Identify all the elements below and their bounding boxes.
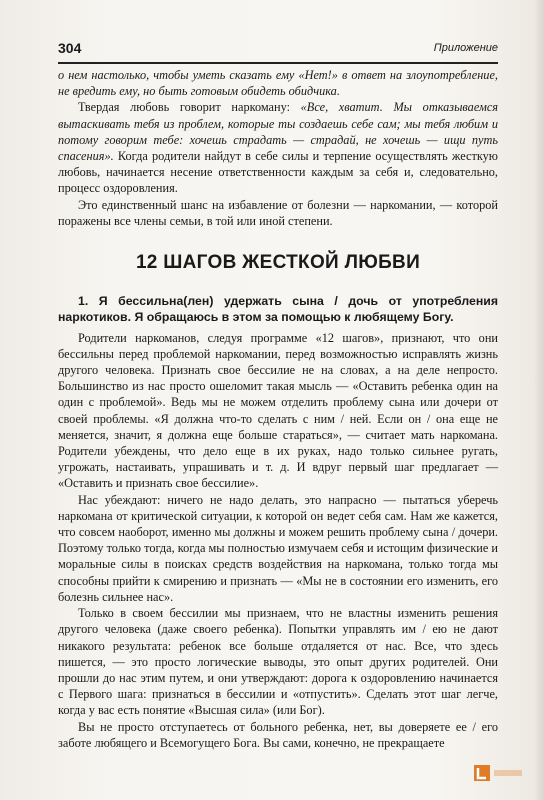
chapter-title: 12 ШАГОВ ЖЕСТКОЙ ЛЮБВИ: [135, 252, 421, 274]
step-1-paragraph-2: Нас убеждают: ничего не надо делать, это напрасно — пытаться уберечь наркомана от критической ситуации, к которой он ведет себя сам. Нам же кажется, что совсем наоборот, именно мы должны и можем решить проблему сына / дочери. Поэтому только тогда, когда мы полностью измучаем себя и истощим физические и моральные силы в поисках средств воздействия на наркомана, только тогда мы способны прийти к смирению и признать — «Мы не в состоянии его изменить, его болезнь сильнее нас».: [58, 492, 498, 604]
intro-paragraph-3: Это единственный шанс на избавление от болезни — наркомании, — которой поражены все члены семьи, в той или иной степени.: [58, 197, 498, 228]
page-number: 304: [58, 40, 82, 56]
page-body: [58, 67, 498, 751]
page-header: [58, 40, 498, 64]
running-head: Приложение: [433, 42, 498, 54]
step-1-paragraph-4: Вы не просто отступаетесь от больного ребенка, нет, вы доверяете ее / его заботе любящего и Всемогущего Бога. Вы сами, конечно, не прекращаете: [58, 719, 498, 750]
step-1-heading: 1. Я бессильна(лен) удержать сына / дочь от употребления наркотиков. Я обращаюсь в этом за помощью к любящему Богу.: [58, 294, 498, 325]
intro-paragraph-2: [58, 99, 498, 196]
page-edge-shadow: [534, 0, 544, 800]
intro-p2-quote: «Все, хватит. Мы отказываемся вытаскивать тебя из проблем, которые ты создаешь себе сам; мы тебя любим и потому говорим тебе: хочешь страдать — страдай, не хочешь — ищи путь спасения».: [58, 100, 498, 164]
labirint-logo-icon: [474, 762, 526, 784]
step-1-paragraph-3: Только в своем бессилии мы признаем, что не властны изменить решения другого человека (даже своего ребенка). Попытки управлять им / ею не дают никакого результата: ребенок все больше отдаляется от нас. Все, что здесь пишется, — это просто логические выводы, это опыт других родителей. Они прошли до нас этим путем, и они утверждают: дорога к оздоровлению начинается с Первого шага: признаться в бессилии и «отпустить». Сделать этот шаг легче, когда у вас есть понятие «Высшая сила» (или Бог).: [58, 606, 498, 718]
intro-p2-tail: Когда родители найдут в себе силы и терпение осуществлять жесткую любовь, начинается несение ответственности каждым за себя и, следовательно, процесс оздоровления.: [58, 149, 498, 196]
intro-paragraph-1: о нем настолько, чтобы уметь сказать ему «Нет!» в ответ на злоупотребление, не вредить ему, но быть готовым обидеть обидчика.: [58, 68, 498, 99]
step-1-paragraph-1: Родители наркоманов, следуя программе «12 шагов», признают, что они бессильны перед проблемой наркомании, перед возможностью исправлять жизнь другого человека. Признать свое бессилие не на словах, а на деле непросто. Большинство из нас просто ошеломит такая мысль — «Оставить ребенка один на один с проблемой». Ведь мы не можем отделить проблему сына или дочери от своей проблемы. «Я должна что-то сделать с ним / ней. Если он / она еще не меняется, значит, я должна еще больше стараться», — считает мать наркомана. Родители убеждены, что дело еще в их руках, надо только сильнее ругать, угрожать, настаивать, упрашивать и т. д. И вдруг первый шаг предлагает — «Оставить и признать свое бессилие».: [58, 330, 498, 491]
intro-p2-lead: Твердая любовь говорит наркоману:: [78, 100, 301, 115]
